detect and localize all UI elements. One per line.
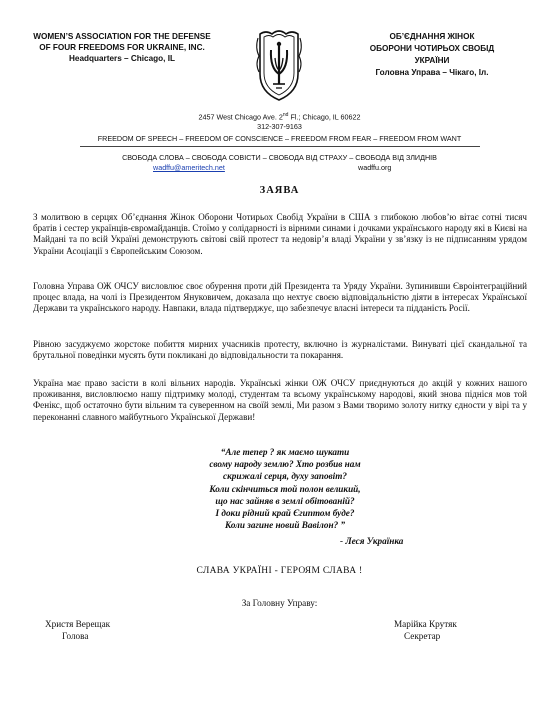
- paragraph-1: З молитвою в серцях Об’єднання Жінок Оборони Чотирьох Свобід України в США з глибокою любов’ю вітає сотні тисяч братів і сестер українців-євромайданців. Стоїмо у солідарності із вірними синами і дочками українського народу які в Києві на Майдані та по всій Україні демонструють світові свій протест та недовір’я владі України у зв’язку із не підписанням урядом України Асоціації з Європейським Союзом.: [33, 212, 527, 256]
- poem-line: свому народу землю? Хто розбив нам: [209, 459, 361, 470]
- org-name-en-line2: OF FOUR FREEDOMS FOR UKRAINE, INC.: [39, 43, 205, 52]
- poem-line: І доки рідний край Єгиптом буде?: [215, 508, 355, 519]
- header-divider: [80, 146, 480, 147]
- address-part-2: Fl.; Chicago, IL 60622: [288, 112, 361, 122]
- signatory-left-role: Голова: [62, 631, 89, 641]
- org-name-ua-line1: ОБ’ЄДНАННЯ ЖІНОК: [389, 32, 475, 41]
- paragraph-2: Головна Управа ОЖ ОЧСУ висловлює своє обурення проти дій Президента та Уряду України. Зупинивши Євроінтеграційний процес влада, на чолі із Президентом Януковичем, доказала що нехтує своєю відповідальністю діяти в інтересах Української Держави та українського народу. Навпаки, влада підтверджує, що забезпечує власні інтереси та підданість Росії.: [33, 281, 527, 314]
- address-superscript: nd: [282, 112, 289, 118]
- org-name-ukrainian: [352, 31, 512, 79]
- address-part-1: 2457 West Chicago Ave. 2: [198, 112, 283, 122]
- headquarters-ua: Головна Управа – Чікаго, Іл.: [375, 68, 489, 77]
- org-name-en-line1: WOMEN’S ASSOCIATION FOR THE DEFENSE: [33, 32, 211, 41]
- poem-author: - Леся Українка: [340, 536, 404, 546]
- coat-of-arms-emblem-icon: [254, 28, 304, 104]
- signatory-left-name: Христя Верещак: [45, 619, 111, 629]
- street-address: [0, 112, 559, 121]
- poem-line: Коли загине новий Вавілон? ”: [224, 520, 346, 531]
- phone-number: 312-307-9163: [257, 122, 302, 131]
- poem-line: скрижалі серця, духу заповіт?: [223, 471, 347, 482]
- signatory-right-name: Марійка Крутяк: [394, 619, 457, 629]
- paragraph-4: Україна має право засісти в колі вільних народів. Українські жінки ОЖ ОЧСУ приєднуються до акцій у кожних нашого проживання, висловлюємо нашу підтримку молоді, студентам та всьому українському народові, який знова підніся мов той Фенікс, щоб остаточно бути вільним та суверенном на своїй землі, Ми разом з Вами творимо золоту нитку єдности у вірі та у переконанні славного майбутнього Української Держави!: [33, 378, 527, 422]
- poem-line: Коли скінчиться той полон великий,: [209, 483, 361, 494]
- glory-slogan: СЛАВА УКРАЇНІ - ГЕРОЯМ СЛАВА !: [196, 566, 363, 576]
- document-title: ЗАЯВА: [259, 185, 300, 196]
- website-text: wadffu.org: [358, 163, 392, 172]
- on-behalf-line: За Головну Управу:: [241, 598, 318, 608]
- email-link[interactable]: wadffu@ameritech.net: [153, 163, 225, 172]
- poem-quote: [185, 446, 385, 531]
- headquarters-en: Headquarters – Chicago, IL: [68, 54, 175, 63]
- paragraph-3: Рівною засуджуємо жорстоке побиття мирних учасників протесту, включно із журналістами. Винуваті цієї скандальної та брутальної поведінки мусять бути покликані до відповідальности та покарання.: [33, 339, 527, 361]
- motto-english: FREEDOM OF SPEECH – FREEDOM OF CONSCIENCE – FREEDOM FROM FEAR – FREEDOM FROM WANT: [97, 134, 462, 143]
- motto-ukrainian: СВОБОДА СЛОВА – СВОБОДА СОВІСТИ – СВОБОДА ВІД СТРАХУ – СВОБОДА ВІД ЗЛИДНІВ: [122, 153, 437, 162]
- signatory-right-role: Секретар: [404, 631, 441, 641]
- org-name-english: [32, 31, 212, 64]
- poem-line: “Але тепер ? як маємо шукати: [220, 447, 350, 457]
- poem-line: що нас зайняв в землі обітованій?: [215, 495, 355, 506]
- org-name-ua-line2: ОБОРОНИ ЧОТИРЬОХ СВОБІД УКРАЇНИ: [369, 44, 495, 65]
